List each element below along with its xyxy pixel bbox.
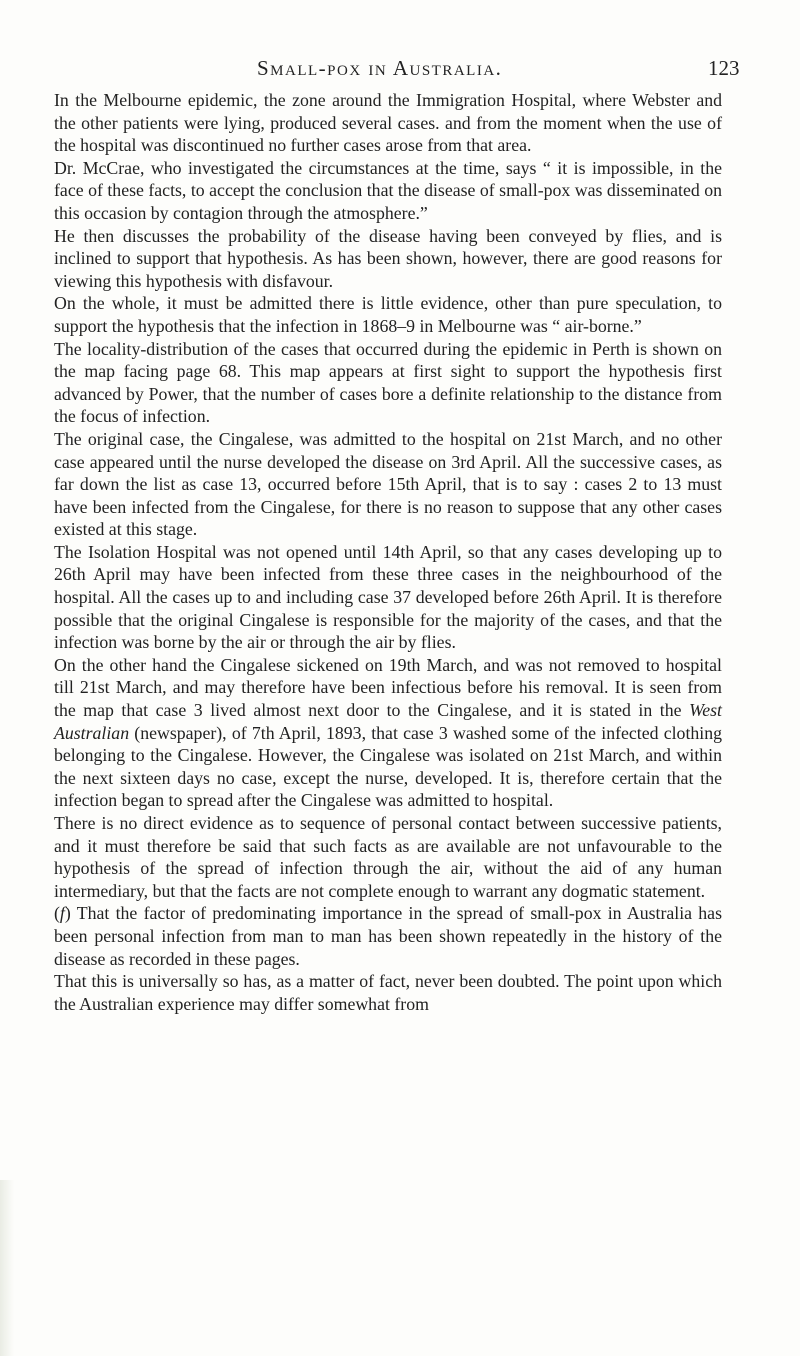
- paragraph-3: He then discusses the probability of the disease having been conveyed by flies, and is inclined to support that hypothesis. As has been shown, however, there are good reasons for viewing this hypothesis with disfavour.: [54, 225, 722, 291]
- paragraph-10: [54, 902, 722, 970]
- paragraph-6: The original case, the Cingalese, was admitted to the hospital on 21st March, and no other case appeared until the nurse developed the disease on 3rd April. All the successive cases, as far down the list as case 13, occurred before 15th April, that is to say : cases 2 to 13 must have been infected from the Cingalese, for there is no reason to suppose that any other cases existed at this stage.: [54, 428, 722, 540]
- running-head: [0, 56, 800, 86]
- paragraph-10-before: (: [54, 903, 60, 924]
- page-edge-shadow: [0, 1180, 14, 1356]
- paragraph-1: In the Melbourne epidemic, the zone around the Immigration Hospital, where Webster and the other patients were lying, produced several cases. and from the moment when the use of the hospital was discontinued no further cases arose from that area.: [54, 90, 722, 156]
- paragraph-7: The Isolation Hospital was not opened until 14th April, so that any cases developing up to 26th April may have been infected from these three cases in the neighbourhood of the hospital. All the cases up to and including case 37 developed before 26th April. It is therefore possible that the original Cingalese is responsible for the majority of the cases, and that the infection was borne by the air or through the air by flies.: [54, 541, 722, 653]
- paragraph-10-after: ) That the factor of predominating importance in the spread of small-pox in Australia has been personal infection from man to man has been shown repeatedly in the history of the disease as recorded in these pages.: [54, 903, 722, 969]
- paragraph-4: On the whole, it must be admitted there is little evidence, other than pure speculation, to support the hypothesis that the infection in 1868–9 in Melbourne was “ air-borne.”: [54, 293, 722, 336]
- paragraph-2: Dr. McCrae, who investigated the circumstances at the time, says “ it is impossible, in the face of these facts, to accept the conclusion that the disease of small-pox was disseminated on this occasion by contagion through the atmosphere.”: [54, 157, 722, 223]
- newspaper-title: West Australian: [54, 700, 722, 743]
- paragraph-5: The locality-distribution of the cases that occurred during the epidemic in Perth is shown on the map facing page 68. This map appears at first sight to support the hypothesis first advanced by Power, that the number of cases bore a definite relationship to the distance from the focus of infection.: [54, 338, 722, 427]
- paragraph-8-before: On the other hand the Cingalese sickened on 19th March, and was not removed to hospital till 21st March, and may therefore have been infectious before his removal. It is seen from the map that case 3 lived almost next door to the Cingalese, and it is stated in the: [54, 654, 722, 721]
- page-number: 123: [708, 56, 740, 80]
- paragraph-8: [54, 654, 722, 812]
- running-head-title: Small-pox in Australia.: [257, 56, 503, 80]
- paragraph-8-after: (newspaper), of 7th April, 1893, that case 3 washed some of the infected clothing belonging to the Cingalese. However, the Cingalese was isolated on 21st March, and within the next sixteen days no case, except the nurse, developed. It is, therefore certain that the infection began to spread after the Cingalese was admitted to hospital.: [54, 722, 722, 811]
- paragraph-11: That this is universally so has, as a matter of fact, never been doubted. The point upon which the Australian experience may differ somewhat from: [54, 971, 722, 1014]
- body-text: [54, 89, 722, 1015]
- paragraph-9: There is no direct evidence as to sequence of personal contact between successive patients, and it must therefore be said that such facts as are available are not unfavourable to the hypothesis of the spread of infection through the air, without the aid of any human intermediary, but that the facts are not complete enough to warrant any dogmatic statement.: [54, 813, 722, 901]
- list-marker-f: f: [59, 903, 65, 924]
